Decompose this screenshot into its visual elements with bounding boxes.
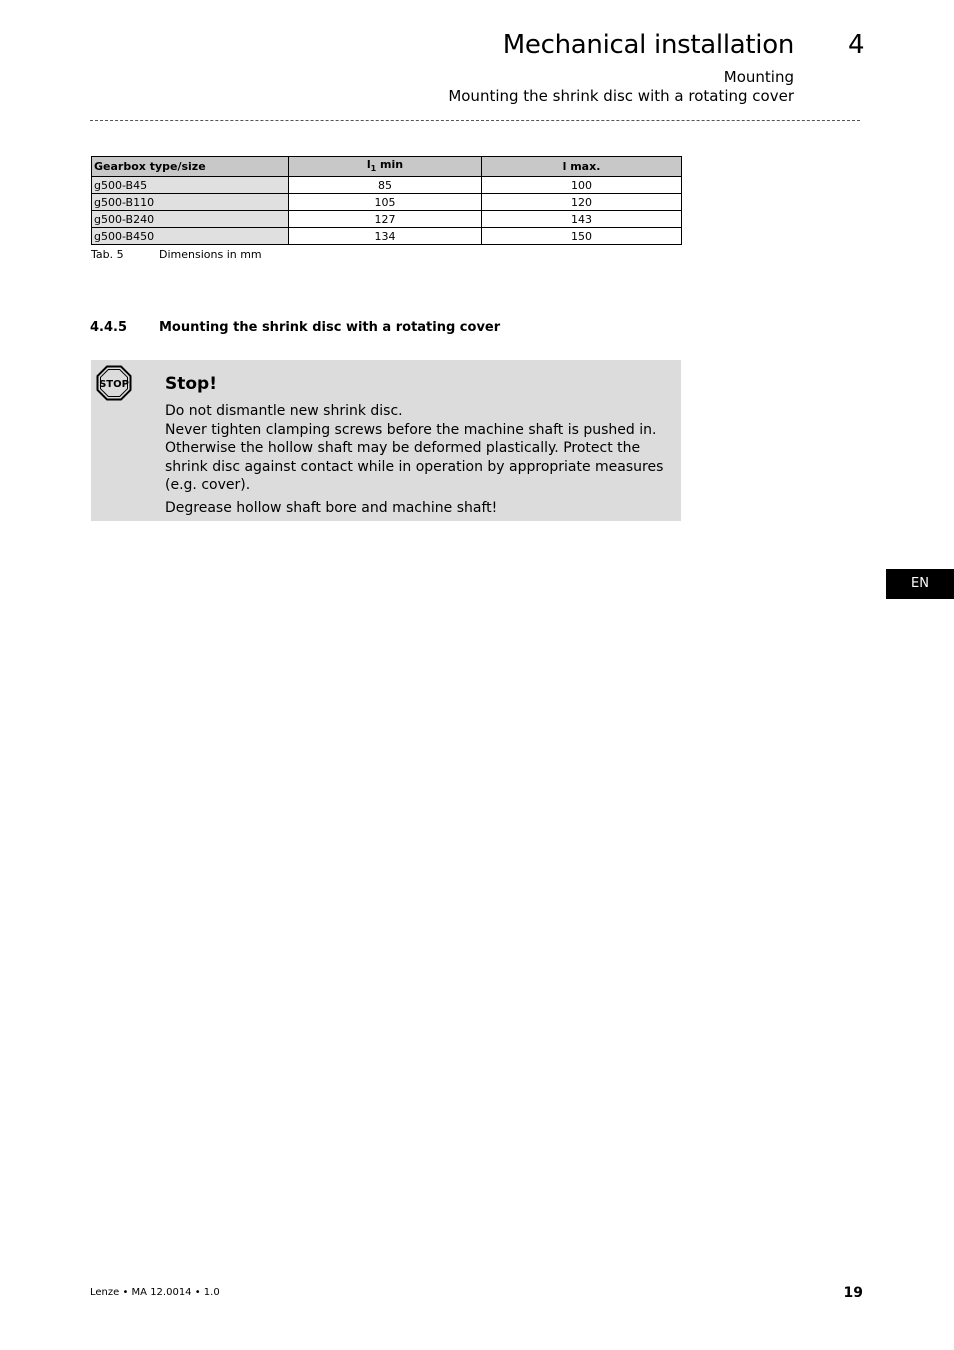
- subsection-title: Mounting the shrink disc with a rotating cover: [448, 87, 794, 105]
- header-divider: [90, 120, 860, 121]
- l1-suffix: min: [376, 158, 404, 171]
- footer-doc-ref: Lenze • MA 12.0014 • 1.0: [90, 1287, 220, 1298]
- column-header-l-max: l max.: [481, 157, 681, 177]
- cell-l1-min: 127: [289, 211, 482, 228]
- cell-l1-min: 85: [289, 177, 482, 194]
- stop-icon-text: STOP: [99, 379, 129, 390]
- notice-line: Never tighten clamping screws before the machine shaft is pushed in. Otherwise the hollow shaft may be deformed plastically. Protect the shrink disc against contact while in operation by appropriate measures (e.g. cover).: [165, 421, 664, 493]
- table-caption-text: Dimensions in mm: [159, 248, 262, 261]
- cell-l-max: 143: [481, 211, 681, 228]
- section-title: Mounting: [723, 68, 794, 86]
- table-caption-label: Tab. 5: [91, 248, 124, 261]
- notice-title: Stop!: [165, 374, 217, 394]
- cell-type: g500-B240: [92, 211, 289, 228]
- section-heading-text: Mounting the shrink disc with a rotating cover: [159, 320, 501, 335]
- cell-l-max: 120: [481, 194, 681, 211]
- cell-l1-min: 105: [289, 194, 482, 211]
- cell-l-max: 100: [481, 177, 681, 194]
- l1-subscript: 1: [370, 164, 377, 174]
- dimensions-table: [91, 156, 682, 245]
- column-header-type: Gearbox type/size: [92, 157, 289, 177]
- chapter-number: 4: [848, 30, 865, 60]
- section-heading-number: 4.4.5: [90, 320, 128, 335]
- stop-sign-icon: [96, 365, 132, 401]
- stop-notice: [91, 360, 681, 521]
- l1-symbol: l: [366, 158, 371, 171]
- table-header-row: [92, 157, 682, 177]
- table-row: [92, 211, 682, 228]
- table-row: [92, 194, 682, 211]
- table-row: [92, 228, 682, 245]
- cell-type: g500-B45: [92, 177, 289, 194]
- column-header-l1-min: [289, 157, 482, 177]
- notice-line: Degrease hollow shaft bore and machine shaft!: [165, 499, 498, 516]
- language-tab: EN: [886, 569, 954, 599]
- notice-line: Do not dismantle new shrink disc.: [165, 403, 403, 419]
- page-number: 19: [843, 1285, 863, 1301]
- table-row: [92, 177, 682, 194]
- cell-l-max: 150: [481, 228, 681, 245]
- cell-type: g500-B450: [92, 228, 289, 245]
- notice-body: [165, 402, 670, 517]
- chapter-title: Mechanical installation: [502, 30, 794, 60]
- cell-l1-min: 134: [289, 228, 482, 245]
- cell-type: g500-B110: [92, 194, 289, 211]
